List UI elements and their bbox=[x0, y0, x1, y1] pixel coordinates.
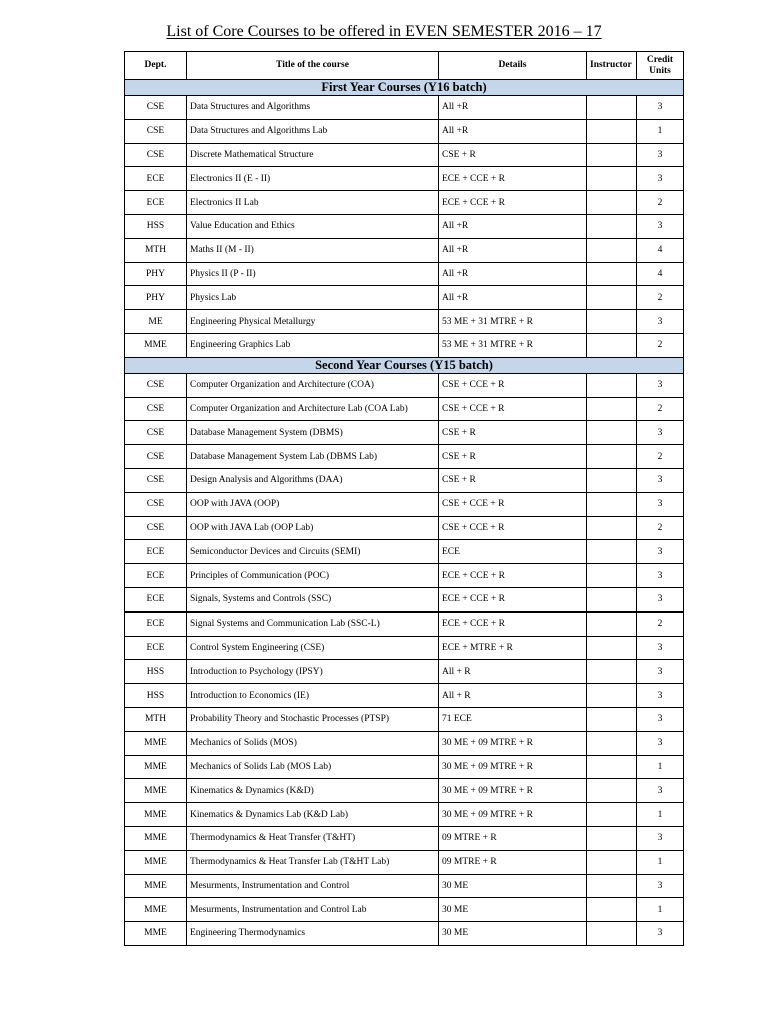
credit-cell: 4 bbox=[637, 238, 684, 262]
dept-cell: MME bbox=[125, 803, 187, 827]
instructor-cell bbox=[587, 214, 637, 238]
credit-cell: 1 bbox=[637, 850, 684, 874]
table-row bbox=[125, 262, 684, 286]
course-title-cell: Kinematics & Dynamics (K&D) bbox=[187, 779, 439, 803]
credit-cell: 3 bbox=[637, 143, 684, 167]
credit-cell: 2 bbox=[637, 397, 684, 421]
dept-cell: ECE bbox=[125, 191, 187, 215]
dept-cell: MME bbox=[125, 755, 187, 779]
table-row bbox=[125, 684, 684, 708]
credit-cell: 3 bbox=[637, 922, 684, 946]
details-cell: All +R bbox=[439, 214, 587, 238]
course-title-cell: Computer Organization and Architecture Lab (COA Lab) bbox=[187, 397, 439, 421]
dept-cell: HSS bbox=[125, 214, 187, 238]
course-title-cell: Thermodynamics & Heat Transfer (T&HT) bbox=[187, 826, 439, 850]
instructor-cell bbox=[587, 421, 637, 445]
dept-cell: CSE bbox=[125, 119, 187, 143]
credit-cell: 3 bbox=[637, 731, 684, 755]
instructor-cell bbox=[587, 636, 637, 660]
credit-cell: 3 bbox=[637, 564, 684, 588]
details-cell: 30 ME bbox=[439, 922, 587, 946]
details-cell: CSE + R bbox=[439, 421, 587, 445]
details-cell: 09 MTRE + R bbox=[439, 850, 587, 874]
table-body bbox=[125, 80, 684, 946]
table-row bbox=[125, 874, 684, 898]
course-title-cell: Database Management System (DBMS) bbox=[187, 421, 439, 445]
header-course-title: Title of the course bbox=[187, 52, 439, 80]
credit-cell: 3 bbox=[637, 492, 684, 516]
table-row bbox=[125, 803, 684, 827]
credit-cell: 1 bbox=[637, 755, 684, 779]
table-row bbox=[125, 707, 684, 731]
courses-table bbox=[124, 51, 684, 946]
dept-cell: CSE bbox=[125, 96, 187, 120]
course-title-cell: Introduction to Psychology (IPSY) bbox=[187, 660, 439, 684]
details-cell: 53 ME + 31 MTRE + R bbox=[439, 333, 587, 357]
table-row bbox=[125, 826, 684, 850]
instructor-cell bbox=[587, 373, 637, 397]
course-title-cell: OOP with JAVA (OOP) bbox=[187, 492, 439, 516]
instructor-cell bbox=[587, 492, 637, 516]
credit-cell: 3 bbox=[637, 540, 684, 564]
instructor-cell bbox=[587, 333, 637, 357]
instructor-cell bbox=[587, 397, 637, 421]
course-title-cell: Data Structures and Algorithms bbox=[187, 96, 439, 120]
instructor-cell bbox=[587, 191, 637, 215]
instructor-cell bbox=[587, 922, 637, 946]
credit-cell: 3 bbox=[637, 587, 684, 611]
instructor-cell bbox=[587, 707, 637, 731]
course-title-cell: Mesurments, Instrumentation and Control Lab bbox=[187, 898, 439, 922]
details-cell: All + R bbox=[439, 660, 587, 684]
details-cell: All +R bbox=[439, 238, 587, 262]
header-details: Details bbox=[439, 52, 587, 80]
course-title-cell: Mesurments, Instrumentation and Control bbox=[187, 874, 439, 898]
dept-cell: MME bbox=[125, 922, 187, 946]
details-cell: 30 ME bbox=[439, 898, 587, 922]
dept-cell: CSE bbox=[125, 445, 187, 469]
instructor-cell bbox=[587, 874, 637, 898]
instructor-cell bbox=[587, 684, 637, 708]
credit-cell: 2 bbox=[637, 191, 684, 215]
course-title-cell: Engineering Physical Metallurgy bbox=[187, 310, 439, 334]
table-row bbox=[125, 492, 684, 516]
dept-cell: CSE bbox=[125, 516, 187, 540]
dept-cell: MME bbox=[125, 850, 187, 874]
dept-cell: ECE bbox=[125, 564, 187, 588]
details-cell: All +R bbox=[439, 286, 587, 310]
course-title-cell: Electronics II Lab bbox=[187, 191, 439, 215]
course-title-cell: Maths II (M - II) bbox=[187, 238, 439, 262]
table-row bbox=[125, 214, 684, 238]
dept-cell: CSE bbox=[125, 373, 187, 397]
course-title-cell: Engineering Thermodynamics bbox=[187, 922, 439, 946]
instructor-cell bbox=[587, 850, 637, 874]
instructor-cell bbox=[587, 516, 637, 540]
document-title: List of Core Courses to be offered in EVEN SEMESTER 2016 – 17 bbox=[166, 23, 602, 40]
dept-cell: MTH bbox=[125, 238, 187, 262]
details-cell: 53 ME + 31 MTRE + R bbox=[439, 310, 587, 334]
credit-cell: 3 bbox=[637, 826, 684, 850]
table-row bbox=[125, 119, 684, 143]
dept-cell: CSE bbox=[125, 143, 187, 167]
credit-cell: 3 bbox=[637, 421, 684, 445]
details-cell: CSE + R bbox=[439, 143, 587, 167]
instructor-cell bbox=[587, 564, 637, 588]
instructor-cell bbox=[587, 143, 637, 167]
details-cell: All +R bbox=[439, 119, 587, 143]
table-row bbox=[125, 898, 684, 922]
dept-cell: CSE bbox=[125, 468, 187, 492]
course-title-cell: Principles of Communication (POC) bbox=[187, 564, 439, 588]
dept-cell: MME bbox=[125, 731, 187, 755]
table-row bbox=[125, 922, 684, 946]
details-cell: 30 ME + 09 MTRE + R bbox=[439, 731, 587, 755]
course-title-cell: Mechanics of Solids Lab (MOS Lab) bbox=[187, 755, 439, 779]
details-cell: 30 ME + 09 MTRE + R bbox=[439, 779, 587, 803]
table-row bbox=[125, 96, 684, 120]
table-row bbox=[125, 612, 684, 636]
header-instructor: Instructor bbox=[587, 52, 637, 80]
instructor-cell bbox=[587, 286, 637, 310]
course-title-cell: Design Analysis and Algorithms (DAA) bbox=[187, 468, 439, 492]
details-cell: All +R bbox=[439, 96, 587, 120]
instructor-cell bbox=[587, 468, 637, 492]
section-heading: First Year Courses (Y16 batch) bbox=[125, 80, 684, 96]
section-heading-row bbox=[125, 357, 684, 373]
details-cell: CSE + R bbox=[439, 468, 587, 492]
dept-cell: MME bbox=[125, 874, 187, 898]
instructor-cell bbox=[587, 898, 637, 922]
dept-cell: ECE bbox=[125, 612, 187, 636]
course-title-cell: Signals, Systems and Controls (SSC) bbox=[187, 587, 439, 611]
dept-cell: HSS bbox=[125, 660, 187, 684]
details-cell: CSE + R bbox=[439, 445, 587, 469]
course-title-cell: Engineering Graphics Lab bbox=[187, 333, 439, 357]
dept-cell: PHY bbox=[125, 262, 187, 286]
credit-cell: 3 bbox=[637, 779, 684, 803]
table-row bbox=[125, 564, 684, 588]
instructor-cell bbox=[587, 96, 637, 120]
credit-cell: 3 bbox=[637, 96, 684, 120]
table-row bbox=[125, 755, 684, 779]
credit-cell: 1 bbox=[637, 898, 684, 922]
table-row bbox=[125, 779, 684, 803]
course-title-cell: Mechanics of Solids (MOS) bbox=[187, 731, 439, 755]
details-cell: 09 MTRE + R bbox=[439, 826, 587, 850]
dept-cell: CSE bbox=[125, 492, 187, 516]
section-heading-row bbox=[125, 80, 684, 96]
details-cell: 30 ME + 09 MTRE + R bbox=[439, 755, 587, 779]
dept-cell: MTH bbox=[125, 707, 187, 731]
instructor-cell bbox=[587, 167, 637, 191]
credit-cell: 2 bbox=[637, 333, 684, 357]
course-title-cell: Physics II (P - II) bbox=[187, 262, 439, 286]
table-row bbox=[125, 191, 684, 215]
credit-cell: 3 bbox=[637, 707, 684, 731]
credit-cell: 3 bbox=[637, 684, 684, 708]
instructor-cell bbox=[587, 612, 637, 636]
table-row bbox=[125, 143, 684, 167]
table-row bbox=[125, 238, 684, 262]
table-row bbox=[125, 373, 684, 397]
table-row bbox=[125, 516, 684, 540]
credit-cell: 3 bbox=[637, 310, 684, 334]
table-row bbox=[125, 468, 684, 492]
table-row bbox=[125, 445, 684, 469]
details-cell: ECE bbox=[439, 540, 587, 564]
header-dept: Dept. bbox=[125, 52, 187, 80]
details-cell: CSE + CCE + R bbox=[439, 397, 587, 421]
dept-cell: ECE bbox=[125, 636, 187, 660]
details-cell: All +R bbox=[439, 262, 587, 286]
credit-cell: 3 bbox=[637, 874, 684, 898]
course-title-cell: Introduction to Economics (IE) bbox=[187, 684, 439, 708]
details-cell: 30 ME bbox=[439, 874, 587, 898]
details-cell: ECE + MTRE + R bbox=[439, 636, 587, 660]
course-title-cell: Thermodynamics & Heat Transfer Lab (T&HT Lab) bbox=[187, 850, 439, 874]
dept-cell: CSE bbox=[125, 397, 187, 421]
credit-cell: 3 bbox=[637, 373, 684, 397]
course-title-cell: Signal Systems and Communication Lab (SSC-L) bbox=[187, 612, 439, 636]
dept-cell: ECE bbox=[125, 167, 187, 191]
dept-cell: CSE bbox=[125, 421, 187, 445]
instructor-cell bbox=[587, 119, 637, 143]
details-cell: ECE + CCE + R bbox=[439, 564, 587, 588]
dept-cell: ME bbox=[125, 310, 187, 334]
course-title-cell: Probability Theory and Stochastic Processes (PTSP) bbox=[187, 707, 439, 731]
credit-cell: 3 bbox=[637, 214, 684, 238]
table-row bbox=[125, 421, 684, 445]
details-cell: CSE + CCE + R bbox=[439, 516, 587, 540]
table-row bbox=[125, 333, 684, 357]
table-row bbox=[125, 731, 684, 755]
details-cell: ECE + CCE + R bbox=[439, 167, 587, 191]
table-row bbox=[125, 310, 684, 334]
table-row bbox=[125, 660, 684, 684]
dept-cell: PHY bbox=[125, 286, 187, 310]
credit-cell: 3 bbox=[637, 636, 684, 660]
dept-cell: HSS bbox=[125, 684, 187, 708]
course-title-cell: OOP with JAVA Lab (OOP Lab) bbox=[187, 516, 439, 540]
instructor-cell bbox=[587, 587, 637, 611]
course-title-cell: Discrete Mathematical Structure bbox=[187, 143, 439, 167]
credit-cell: 4 bbox=[637, 262, 684, 286]
instructor-cell bbox=[587, 262, 637, 286]
section-heading: Second Year Courses (Y15 batch) bbox=[125, 357, 684, 373]
details-cell: CSE + CCE + R bbox=[439, 373, 587, 397]
dept-cell: MME bbox=[125, 779, 187, 803]
course-title-cell: Database Management System Lab (DBMS Lab) bbox=[187, 445, 439, 469]
details-cell: ECE + CCE + R bbox=[439, 587, 587, 611]
course-title-cell: Physics Lab bbox=[187, 286, 439, 310]
table-row bbox=[125, 587, 684, 611]
dept-cell: MME bbox=[125, 898, 187, 922]
table-header-row bbox=[125, 52, 684, 80]
credit-cell: 2 bbox=[637, 612, 684, 636]
table-row bbox=[125, 850, 684, 874]
details-cell: All + R bbox=[439, 684, 587, 708]
credit-cell: 3 bbox=[637, 167, 684, 191]
instructor-cell bbox=[587, 755, 637, 779]
instructor-cell bbox=[587, 238, 637, 262]
dept-cell: MME bbox=[125, 333, 187, 357]
credit-cell: 1 bbox=[637, 803, 684, 827]
table-row bbox=[125, 286, 684, 310]
course-title-cell: Data Structures and Algorithms Lab bbox=[187, 119, 439, 143]
table-row bbox=[125, 167, 684, 191]
instructor-cell bbox=[587, 660, 637, 684]
instructor-cell bbox=[587, 779, 637, 803]
details-cell: 71 ECE bbox=[439, 707, 587, 731]
instructor-cell bbox=[587, 310, 637, 334]
course-title-cell: Semiconductor Devices and Circuits (SEMI) bbox=[187, 540, 439, 564]
credit-cell: 1 bbox=[637, 119, 684, 143]
dept-cell: ECE bbox=[125, 587, 187, 611]
credit-cell: 2 bbox=[637, 286, 684, 310]
instructor-cell bbox=[587, 826, 637, 850]
credit-cell: 3 bbox=[637, 468, 684, 492]
dept-cell: MME bbox=[125, 826, 187, 850]
instructor-cell bbox=[587, 803, 637, 827]
instructor-cell bbox=[587, 445, 637, 469]
details-cell: CSE + CCE + R bbox=[439, 492, 587, 516]
details-cell: ECE + CCE + R bbox=[439, 191, 587, 215]
course-title-cell: Control System Engineering (CSE) bbox=[187, 636, 439, 660]
credit-cell: 3 bbox=[637, 660, 684, 684]
credit-cell: 2 bbox=[637, 445, 684, 469]
dept-cell: ECE bbox=[125, 540, 187, 564]
course-title-cell: Electronics II (E - II) bbox=[187, 167, 439, 191]
instructor-cell bbox=[587, 731, 637, 755]
credit-cell: 2 bbox=[637, 516, 684, 540]
table-row bbox=[125, 397, 684, 421]
table-row bbox=[125, 540, 684, 564]
details-cell: ECE + CCE + R bbox=[439, 612, 587, 636]
course-title-cell: Computer Organization and Architecture (COA) bbox=[187, 373, 439, 397]
details-cell: 30 ME + 09 MTRE + R bbox=[439, 803, 587, 827]
course-title-cell: Kinematics & Dynamics Lab (K&D Lab) bbox=[187, 803, 439, 827]
table-row bbox=[125, 636, 684, 660]
header-credit-units: Credit Units bbox=[637, 52, 684, 80]
instructor-cell bbox=[587, 540, 637, 564]
course-title-cell: Value Education and Ethics bbox=[187, 214, 439, 238]
